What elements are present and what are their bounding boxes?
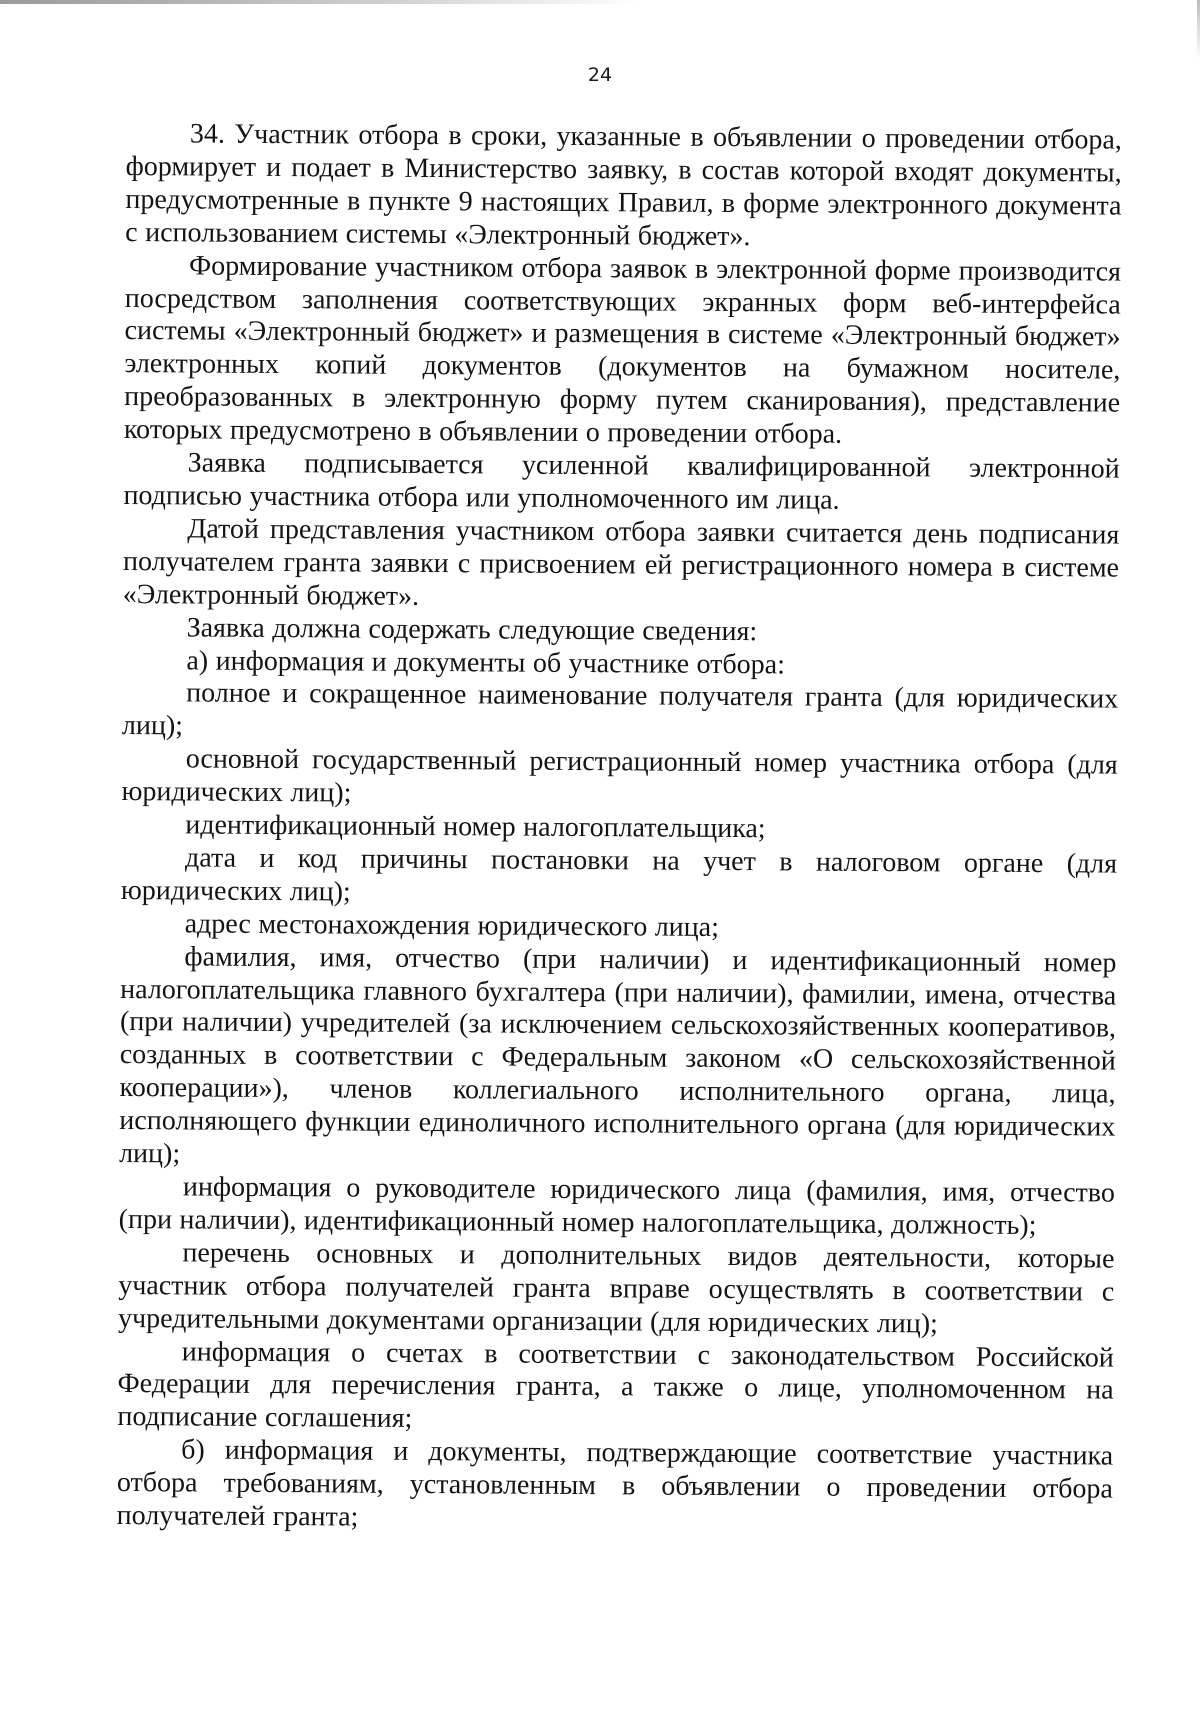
paragraph-item-a: а) информация и документы об участнике отбора: bbox=[186, 644, 786, 680]
list-item-founders: фамилия, имя, отчество (при наличии) и идентификационный номер налогоплательщика главного бухгалтера (при наличии), фамилии, имена, отчества (при наличии) учредителей (за исключением сельскохозяйственных кооперативов, созданных в соответствии с Федеральным законом «О сельскохозяйственной кооперации»), членов коллегиального исполнительного органа, лица, исполняющего функции единоличного исполнительного органа (для юридических лиц); bbox=[119, 941, 1117, 1170]
list-item-activities: перечень основных и дополнительных видов деятельности, которые участник отбора получателей гранта вправе осуществлять в соответствии с учредительными документами организации (для юридических лиц); bbox=[117, 1237, 1115, 1340]
scan-edge-shadow bbox=[0, 0, 640, 4]
paragraph-signature: Заявка подписывается усиленной квалифицированной электронной подписью участника отбора или уполномоченного им лица. bbox=[123, 447, 1120, 516]
list-item-full-name: полное и сокращенное наименование получателя гранта (для юридических лиц); bbox=[121, 677, 1119, 742]
paragraph-submission-date: Датой представления участником отбора заявки считается день подписания получателем гранта заявки с присвоением ей регистрационного номера в системе «Электронный бюджет». bbox=[122, 513, 1120, 612]
paragraph-34-intro: 34. Участник отбора в сроки, указанные в объявлении о проведении отбора, формирует и подает в Министерство заявку, в состав которой входят документы, предусмотренные в пункте 9 настоящих Правил, в форме электронного документа с использованием системы «Электронный бюджет». bbox=[125, 118, 1122, 252]
list-item-accounts: информация о счетах в соответствии с законодательством Российской Федерации для перечисления гранта, а также о лице, уполномоченном на подписание соглашения; bbox=[117, 1335, 1114, 1435]
page-number: 24 bbox=[587, 64, 613, 86]
paragraph-contents-heading: Заявка должна содержать следующие сведения: bbox=[186, 612, 758, 647]
list-item-address: адрес местонахождения юридического лица; bbox=[184, 908, 720, 943]
list-item-inn: идентификационный номер налогоплательщика; bbox=[185, 809, 766, 845]
list-item-head: информация о руководителе юридического лица (фамилия, имя, отчество (при наличии), идентификационный номер налогоплательщика, должность); bbox=[118, 1171, 1115, 1241]
document-body bbox=[117, 118, 1122, 1540]
list-item-ogrn: основной государственный регистрационный номер участника отбора (для юридических лиц); bbox=[121, 743, 1118, 809]
list-item-kpp: дата и код причины постановки на учет в налоговом органе (для юридических лиц); bbox=[120, 842, 1118, 908]
paragraph-item-b: б) информация и документы, подтверждающие соответствие участника отбора требованиям, установленным в объявлении о проведении отбора получателей гранта; bbox=[116, 1434, 1114, 1533]
paragraph-forming-application: Формирование участником отбора заявок в электронной форме производится посредством заполнения соответствующих экранных форм веб-интерфейса системы «Электронный бюджет» и размещения в системе «Электронный бюджет» электронных копий документов (документов на бумажном носителе, преобразованных в электронную форму путем сканирования), представление которых предусмотрено в объявлении о проведении отбора. bbox=[123, 250, 1122, 450]
